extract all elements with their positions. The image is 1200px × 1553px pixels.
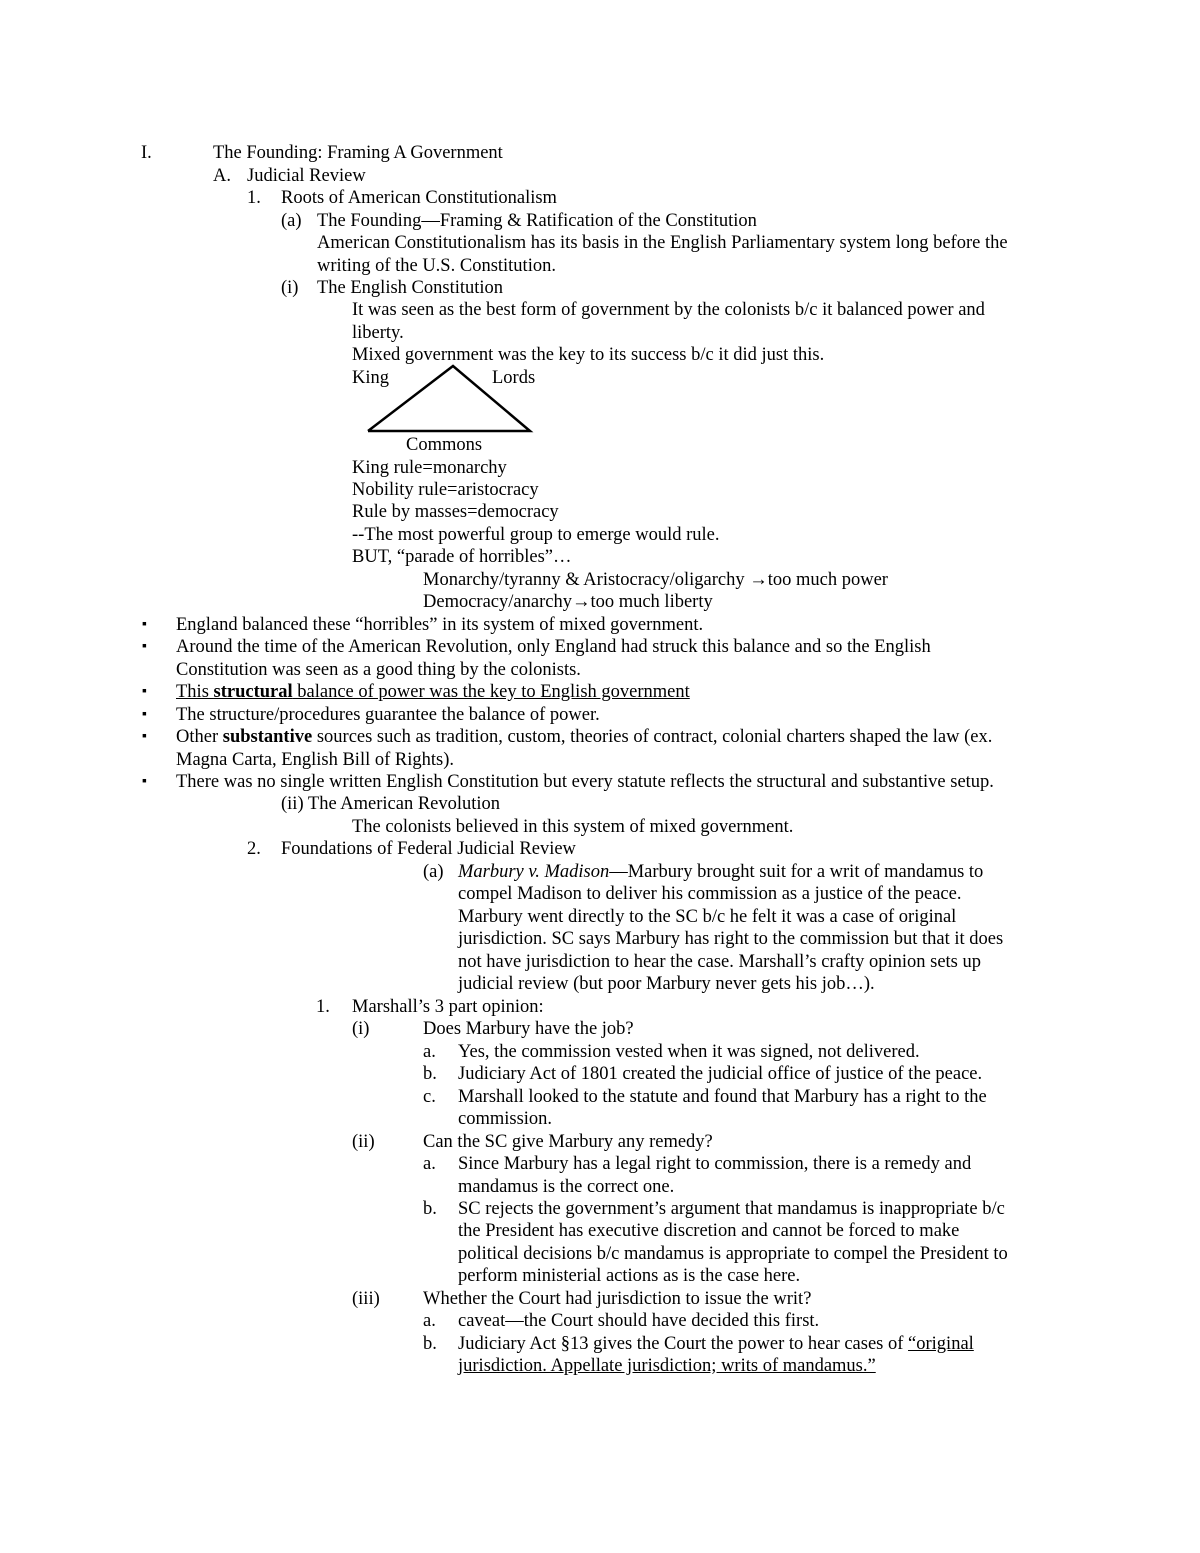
- bullet-text: Constitution was seen as a good thing by the colonists.: [176, 660, 581, 680]
- bullet-icon: ▪: [142, 707, 147, 722]
- bullet-text: [176, 726, 992, 748]
- case-line: not have jurisdiction to hear the case. Marshall’s crafty opinion sets up: [458, 952, 982, 972]
- bullet-text-part: balance of power was the key to English government: [292, 682, 690, 702]
- sub-text: caveat—the Court should have decided this first.: [458, 1311, 820, 1331]
- bullet-text-part: Other: [176, 727, 223, 747]
- q1-marker: (i): [352, 1019, 370, 1039]
- i-title: The English Constitution: [317, 278, 504, 298]
- bullet-icon: ▪: [142, 774, 147, 789]
- q2-text: Can the SC give Marbury any remedy?: [423, 1132, 713, 1152]
- i-marker: (i): [281, 278, 299, 298]
- mixed-government-triangle: [360, 360, 540, 436]
- opinion-title: Marshall’s 3 part opinion:: [352, 997, 544, 1017]
- a-title: The Founding—Framing & Ratification of the Constitution: [317, 211, 757, 231]
- sub-text: mandamus is the correct one.: [458, 1177, 675, 1197]
- underlined-quote: jurisdiction. Appellate jurisdiction; writs of mandamus.”: [458, 1356, 876, 1376]
- sub-marker: c.: [423, 1087, 436, 1107]
- bullet-text: Around the time of the American Revolution, only England had struck this balance and so the English: [176, 637, 931, 657]
- q3-marker: (iii): [352, 1289, 380, 1309]
- i-text-line: Mixed government was the key to its success b/c it did just this.: [352, 345, 825, 365]
- item2-title: Foundations of Federal Judicial Review: [281, 839, 576, 859]
- section-title: The Founding: Framing A Government: [213, 143, 503, 163]
- bullet-icon: ▪: [142, 729, 147, 744]
- bold-term: substantive: [222, 727, 313, 747]
- sub-text: political decisions b/c mandamus is appropriate to compel the President to: [458, 1244, 1008, 1264]
- sub-text: [458, 1333, 974, 1355]
- sub-text: Since Marbury has a legal right to commission, there is a remedy and: [458, 1154, 972, 1174]
- rule-line: BUT, “parade of horribles”…: [352, 547, 572, 567]
- diagram-lords-label: Lords: [492, 368, 536, 388]
- bullet-icon: ▪: [142, 684, 147, 699]
- case-line: Marbury went directly to the SC b/c he felt it was a case of original: [458, 907, 957, 927]
- bold-term: structural: [213, 682, 293, 702]
- item1-title: Roots of American Constitutionalism: [281, 188, 557, 208]
- item1-marker: 1.: [247, 188, 261, 208]
- sub-text: Marshall looked to the statute and found that Marbury has a right to the: [458, 1087, 987, 1107]
- sub-text: Yes, the commission vested when it was signed, not delivered.: [458, 1042, 920, 1062]
- sub-text: perform ministerial actions as is the case here.: [458, 1266, 801, 1286]
- i-text-line: liberty.: [352, 323, 404, 343]
- opinion-marker: 1.: [316, 997, 330, 1017]
- bullet-text: [176, 681, 690, 703]
- sub-marker: b.: [423, 1064, 437, 1084]
- revolution-title: (ii) The American Revolution: [281, 794, 501, 814]
- revolution-text: The colonists believed in this system of mixed government.: [352, 817, 794, 837]
- bullet-text: Magna Carta, English Bill of Rights).: [176, 750, 454, 770]
- rule-line: --The most powerful group to emerge would rule.: [352, 525, 720, 545]
- sub-text: the President has executive discretion and cannot be forced to make: [458, 1221, 960, 1241]
- diagram-king-label: King: [352, 368, 389, 388]
- sub-marker: a.: [423, 1311, 436, 1331]
- case-line: compel Madison to deliver his commission as a justice of the peace.: [458, 884, 962, 904]
- q2-marker: (ii): [352, 1132, 375, 1152]
- bullet-icon: ▪: [142, 617, 147, 632]
- sub-text-part: Judiciary Act §13 gives the Court the power to hear cases of: [458, 1334, 909, 1354]
- item2-marker: 2.: [247, 839, 261, 859]
- horrible-line: Democracy/anarchy→too much liberty: [423, 592, 713, 612]
- horrible-line: Monarchy/tyranny & Aristocracy/oligarchy →too much power: [423, 570, 888, 590]
- bullet-text-part: sources such as tradition, custom, theories of contract, colonial charters shaped the law (ex.: [312, 727, 993, 747]
- sub-text: commission.: [458, 1109, 553, 1129]
- sub-marker: b.: [423, 1334, 437, 1354]
- bullet-text-part: This: [176, 682, 214, 702]
- q1-text: Does Marbury have the job?: [423, 1019, 634, 1039]
- case-line: jurisdiction. SC says Marbury has right to the commission but that it does: [458, 929, 1004, 949]
- case-name: Marbury v. Madison: [458, 862, 610, 882]
- sub-marker: a.: [423, 1154, 436, 1174]
- roman-marker: I.: [141, 143, 152, 163]
- bullet-text: England balanced these “horribles” in its system of mixed government.: [176, 615, 704, 635]
- underlined-quote: “original: [908, 1334, 974, 1354]
- bullet-text: There was no single written English Constitution but every statute reflects the structural and substantive setup.: [176, 772, 994, 792]
- rule-line: Nobility rule=aristocracy: [352, 480, 539, 500]
- rule-line: King rule=monarchy: [352, 458, 507, 478]
- sub-text: SC rejects the government’s argument that mandamus is inappropriate b/c: [458, 1199, 1005, 1219]
- sectionA-marker: A.: [213, 166, 231, 186]
- case-line: judicial review (but poor Marbury never gets his job…).: [458, 974, 875, 994]
- bullet-icon: ▪: [142, 639, 147, 654]
- q3-text: Whether the Court had jurisdiction to issue the writ?: [423, 1289, 812, 1309]
- diagram-commons-label: Commons: [406, 435, 483, 455]
- sub-marker: b.: [423, 1199, 437, 1219]
- case-line-rest: —Marbury brought suit for a writ of mandamus to: [609, 862, 984, 882]
- a-marker: (a): [281, 211, 302, 231]
- i-text-line: It was seen as the best form of government by the colonists b/c it balanced power and: [352, 300, 985, 320]
- rule-line: Rule by masses=democracy: [352, 502, 559, 522]
- case-line: [458, 861, 983, 883]
- sectionA-title: Judicial Review: [247, 166, 366, 186]
- bullet-text: The structure/procedures guarantee the balance of power.: [176, 705, 600, 725]
- sub-marker: a.: [423, 1042, 436, 1062]
- sub-text: Judiciary Act of 1801 created the judicial office of justice of the peace.: [458, 1064, 983, 1084]
- a-text-line: writing of the U.S. Constitution.: [317, 256, 556, 276]
- a-text-line: American Constitutionalism has its basis in the English Parliamentary system long before the: [317, 233, 1008, 253]
- case-marker: (a): [423, 862, 444, 882]
